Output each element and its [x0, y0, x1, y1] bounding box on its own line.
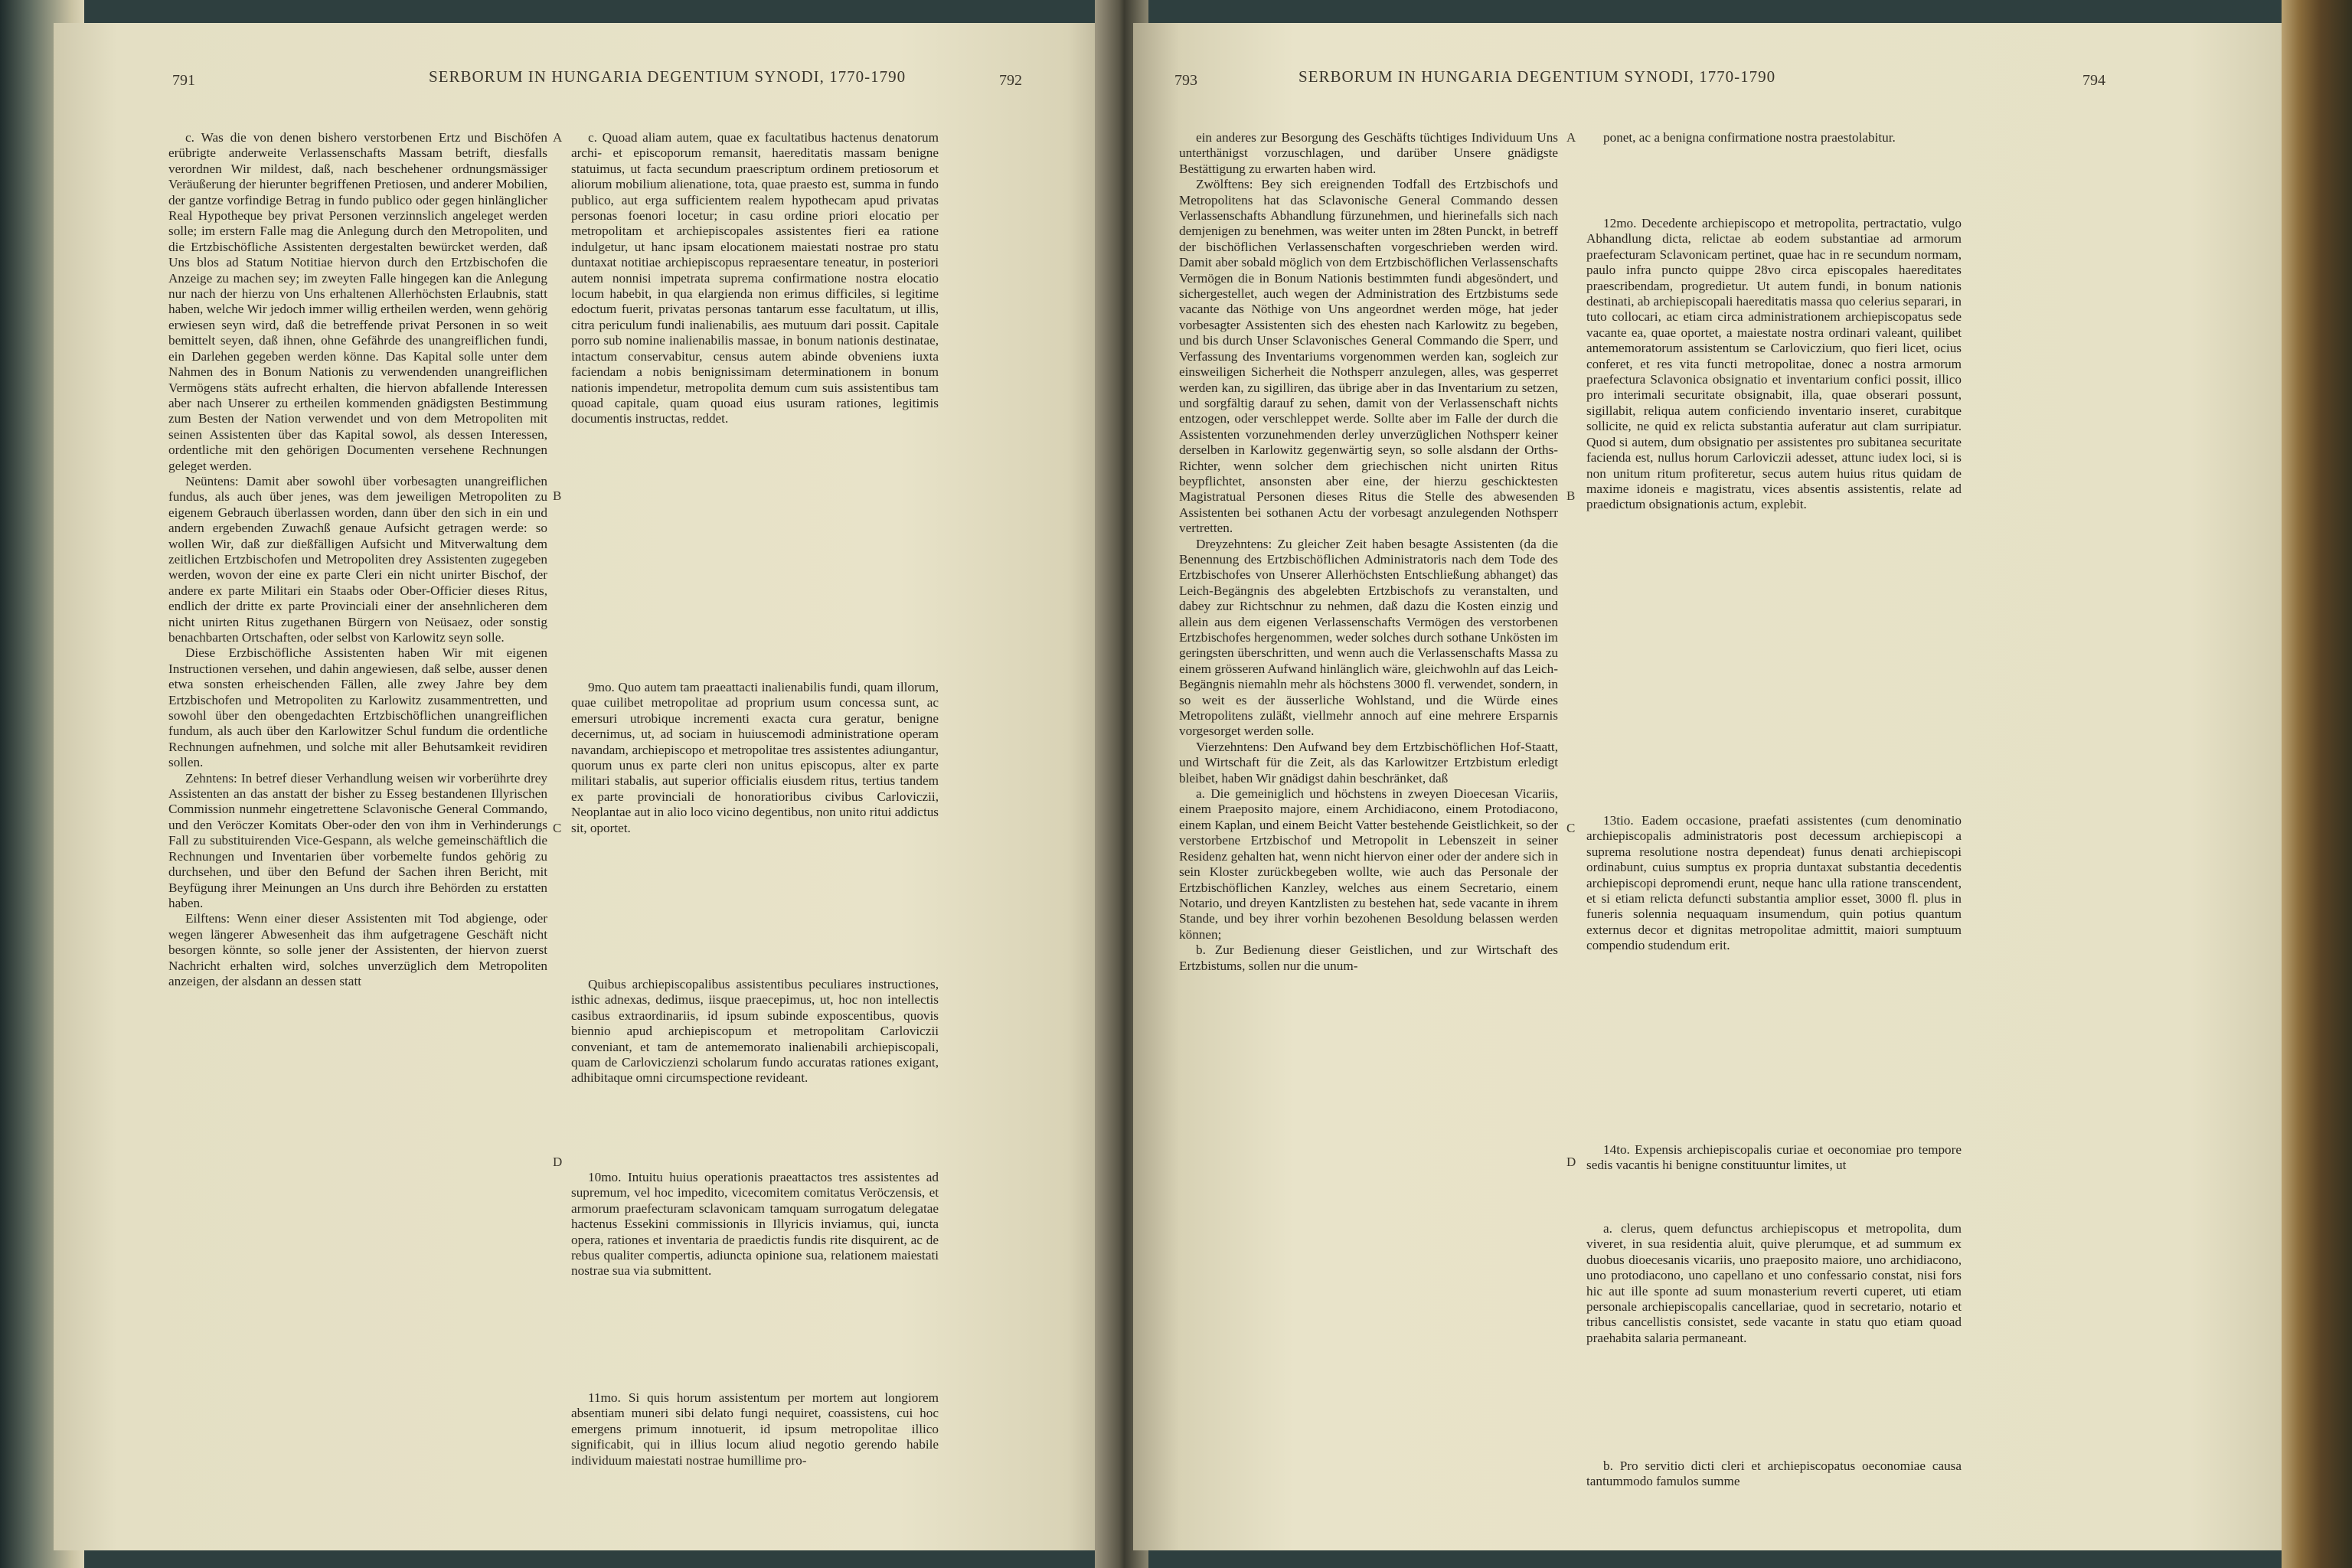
page-number-794: 794 [2082, 72, 2105, 89]
margin-marker-d-right: D [1566, 1155, 1576, 1169]
german-column-right [1179, 130, 1558, 974]
german-paragraph-continued: ein anderes zur Besorgung des Geschäfts tüchtiges Individuum Uns unterthänigst vorzuschlagen, und darüber Unsere gnädigste Bestättigung zu erwarten haben wird. [1179, 130, 1558, 176]
page-number-791: 791 [172, 72, 195, 89]
latin-paragraph-14a: a. clerus, quem defunctus archiepiscopus et metropolita, dum viveret, in sua residentia aluit, quive plerumque, et ad summum ex duobus dioecesanis vicariis, uno praeposito maiore, uno archidiacono, uno protodiacono, uno capellano et uno confessario constat, nisi fors hic aut ille sponte ad suum monasterium reverti cuperet, uti etiam personale archiepiscopalis cancellariae, quod in secretario, notario et tribus cancellistis consistet, sede vacante in statu quo etiam quoad praehabita salaria permaneant. [1586, 1221, 1962, 1345]
latin-column-12 [1586, 216, 1962, 513]
latin-paragraph-11: 11mo. Si quis horum assistentum per mortem aut longiorem absentiam muneri sibi delato fungi nequiret, coassistens, cui hoc emergens primum innotuerit, id ipsum metropolitae illico significabit, qui in illius locum aliud negotio gerendo habile individuum maiestati nostrae humillime pro- [571, 1390, 939, 1468]
latin-column-14b [1586, 1459, 1962, 1490]
german-paragraph-13: Dreyzehntens: Zu gleicher Zeit haben besagte Assistenten (da die Benennung des Ertzbischöflichen Administratoris nach dem Tode des Ertzbischofes von Unserer Allerhöchsten Entschließung abhanget) das Leich-Begängnis des abgelebten Ertzbischofs zu veranstalten, und dabey zur Richtschnur zu nehmen, daß dazu die Kosten einzig und allein aus dem eigenen Verlassenschafts Vermögen des verstorbenen Ertzbischofes hergenommen, weder solches durch sothane Unkösten im geringsten überschritten, und wenn auch die Verlassenschafts Massa zu einem grösseren Aufwand hinlänglich wäre, gleichwohln auf das Leich-Begängnis niemahln mehr als höchstens 3000 fl. verwendet, sondern, in so weit es der äusserliche Wohlstand, und die Würde eines Metropolitens zuläßt, viellmehr annoch auf eine mehrere Ersparnis vorgesorget werden solle. [1179, 536, 1558, 739]
latin-column-10 [571, 1170, 939, 1279]
latin-paragraph-10: 10mo. Intuitu huius operationis praeattactos tres assistentes ad supremum, vel hoc impedito, vicecomitem comitatus Veröczensis, et armorum praefecturam sclavonicam tamquam surrogatum delegatae hactenus Essekini commissionis in Illyricis inviamus, qui, iuncta opera, rationes et inventaria de praedictis fundis rite disquirent, ac de rebus qualiter compertis, adiuncta opinione sua, relationem maiestati nostrae sua via submittent. [571, 1170, 939, 1279]
margin-marker-b: B [553, 488, 562, 503]
margin-marker-d: D [553, 1155, 563, 1169]
page-number-793: 793 [1174, 72, 1197, 89]
latin-paragraph-instructions: Quibus archiepiscopalibus assistentibus peculiares instructiones, isthic adnexas, dedimus, iisque praecepimus, ut, hoc non intellectis casibus extraordinariis, id ipsum subinde exposcentibus, quovis biennio apud archiepiscopum et metropolitam Carloviczii conveniant, et tam de antememorato inalienabili archiepiscopali, quam de Carloviczienzi scholarum fundo accuratas rationes exigant, adhibitaque omni circumspectione revideant. [571, 977, 939, 1086]
page-number-792: 792 [999, 72, 1022, 89]
german-paragraph-14a: a. Die gemeiniglich und höchstens in zweyen Dioecesan Vicariis, einem Praeposito majore, einem Archidiacono, einem Protodiacono, einem Kaplan, und einem Beicht Vatter bestehende Geistlichkeit, so der verstorbene Ertzbischof und Metropolit in Lebenszeit in seiner Residenz gehalten hat, wenn nicht hiervon einer oder der andere sich in sein Kloster zurückbegeben wollte, wie auch das Personale der Ertzbischöflichen Kanzley, welches aus einem Secretario, einem Notario, und dreyen Kantzlisten zu bestehen hat, sede vacante in ihrem Stande, und bey ihrer vorhin bezohenen Besoldung belassen werden können; [1179, 786, 1558, 942]
latin-paragraph-c: c. Quoad aliam autem, quae ex facultatibus hactenus denatorum archi- et episcoporum remansit, haereditatis massam benigne statuimus, ut facta secundum praescriptum ordinem pretiosorum et aliorum mobilium alienatione, tota, quae praesto est, summa in fundo publico, aut erga sufficientem realem hypothecam apud privatas personas foenori locetur; in casu ordine priori elocatio per metropolitam et archiepiscopales assistentes fieri ea ratione indulgetur, ut hanc ipsam elocationem maiestati nostrae pro statu duntaxat notitiae archiepiscopus repraesentare teneatur, in posteriori autem nonnisi impetrata suprema confirmatione nostra elocatio locum habebit, in qua elargienda non erimus difficiles, si legitime edoctum fuerit, privatas personas tantarum esse facultatum, ut illis, citra periculum fundi inalienabilis, aes mutuum dari possit. Capitale porro sub nomine inalienabilis massae, in bonum nationis destinatae, intactum conservabitur, census autem abinde obveniens iuxta faciendam a nobis benignissimam determinationem in bonum nationis impendetur, metropolita demum cum suis assistentibus tam quoad capitale, quam quoad eius usuram rationes, legitimis documentis instructas, reddet. [571, 130, 939, 426]
latin-column-14 [1586, 1142, 1962, 1174]
margin-marker-c-right: C [1566, 821, 1576, 835]
latin-column-c [571, 130, 939, 427]
german-paragraph-c: c. Was die von denen bishero verstorbenen Ertz und Bischöfen erübrigte anderweite Verlassenschafts Massam betrift, diesfalls verordnen Wir mildest, daß, nach beschehener ordnungsmässiger Veräußerung der hierunter begriffenen Pretiosen, und anderer Mobilien, der gantze vorfindige Betrag in fundo publico oder gegen hinlänglicher Real Hypotheque bey privat Personen verzinnslich angeleget werden solle; im erstern Falle mag die Anlegung durch den Metropoliten, und die Ertzbischöfliche Assistenten dergestalten bewürcket werden, daß Uns blos ad Statum Notitiae hiervon durch den Ertzbischofen die Anzeige zu machen sey; im zweyten Falle hingegen kan die Anlegung nur nach der hierzu von Uns erhaltenen Allerhöchsten Erlaubnis, statt haben, welche Wir jedoch immer willig ertheilen werden, wenn gehörig erwiesen seyn wird, daß die betreffende privat Personen in so weit bemittelt seyen, daß ihnen, ohne Gefährde des unangreiflichen fundi, ein Darlehen gegeben werden könne. Das Kapital solle unter dem Nahmen des in Bonum Nationis zu verwendenden unangreiflichen Vermögens stäts aufrecht erhalten, die hiervon abfallende Interessen aber nach Unserer zu ertheilen kommenden gnädigsten Bestimmung zum Besten der Nation verwendet und von dem Metropoliten mit seinen Assistenten über das Kapital sowol, als dessen Interessen, ordentliche mit den gehörigen Documenten versehene Rechnungen geleget werden. [168, 130, 547, 473]
running-head-left: SERBORUM IN HUNGARIA DEGENTIUM SYNODI, 1770-1790 [429, 67, 906, 86]
running-head-right: SERBORUM IN HUNGARIA DEGENTIUM SYNODI, 1770-1790 [1298, 67, 1776, 86]
margin-marker-c: C [553, 821, 562, 835]
latin-column-11 [571, 1390, 939, 1468]
margin-marker-a-right: A [1566, 130, 1576, 145]
german-paragraph-10: Zehntens: In betref dieser Verhandlung weisen wir vorberührte drey Assistenten an das anstatt der bisher zu Esseg bestandenen Illyrischen Commission nunmehr eingetrettene Sclavonische General Commando, und den Veröczer Komitats Ober-oder den von ihm in Verhinderungs Fall zu substituirenden Vice-Gespann, als welche gemeinschäftlich die Rechnungen und Inventarien über vorbemelte fundos gehörig zu durchsehen, und über den Befund der Sachen ihren Bericht, mit Beyfügung ihrer Meinungen an Uns durch ihre Behörden zu erstatten haben. [168, 770, 547, 910]
latin-column-continued [1586, 130, 1962, 145]
latin-paragraph-continued: ponet, ac a benigna confirmatione nostra praestolabitur. [1603, 130, 1896, 145]
latin-paragraph-14b: b. Pro servitio dicti cleri et archiepiscopatus oeconomiae causa tantummodo famulos summe [1586, 1459, 1962, 1489]
latin-paragraph-9: 9mo. Quo autem tam praeattacti inalienabilis fundi, quam illorum, quae cuilibet metropolitae ad proprium usum concessa sunt, ac emersuri utrobique incrementi exacta cura geratur, benigne decernimus, ut, ad sociam in huiuscemodi administratione operam navandam, archiepiscopo et metropolitae tres assistentes adiungantur, quorum unus ex parte cleri non unitus episcopus, alter ex parte militari stabalis, aut superior officialis eiusdem ritus, tertius tandem ex parte provinciali de honoratioribus civibus Carloviczii, Neoplantae aut in alio loco vicino degentibus, non unito ritui addictus sit, oportet. [571, 680, 939, 835]
german-paragraph-12: Zwölftens: Bey sich ereignenden Todfall des Ertzbischofs und Metropolitens hat das Sclavonische General Commando dessen Verlassenschafts Abhandlung fürzunehmen, und hierinefalls sich nach demjenigen zu benehmen, was weiter unten im 28ten Punckt, in betreff der bischöflichen Verlassenschaften vorgeschrieben werden wird. Damit aber sobald möglich von dem Ertzbischöflichen Verlassenschafts Vermögen die in Bonum Nationis bestimmten fundi abgesöndert, und sichergestellet, auch wegen der Administration des Ertzbistums sede vacante das Nöthige von Uns angeordnet werden möge, hat jeder vorbesagter Assistenten sich des ehesten nach Karlowitz zu begeben, und bis durch Unser Sclavonisches General Commando die Sperr, und Verfassung des Inventariums vorgenommen werden kan, sogleich zur einsweiligen Sicherheit die Nothsperr anzulegen, alles, was gesperret werden kan, zu sigilliren, das übrige aber in das Inventarium zu setzen, und sorgfältig darauf zu sehen, damit von der Verlassenschaft nichts entzogen, oder verschleppet werde. Sollte aber im Falle der durch die Assistenten vorzunehmenden derley unverzüglichen Nothsperr keiner derselben in Karlowitz gegenwärtig seyn, so solle alsdann der Orths-Richter, wenn solcher dem griechischen nicht unirten Ritus beypflichtet, ansonsten aber eine, der hierzu geschicktesten Magistratual Personen dieses Ritus die Stelle des abwesenden Assistenten bei sothanen Actu der vorbesagt anzulegenden Nothsperr vertretten. [1179, 177, 1558, 536]
margin-marker-a: A [553, 130, 563, 145]
german-paragraph-14b: b. Zur Bedienung dieser Geistlichen, und zur Wirtschaft des Ertzbistums, sollen nur die unum- [1179, 942, 1558, 973]
margin-marker-b-right: B [1566, 488, 1576, 503]
german-paragraph-11: Eilftens: Wenn einer dieser Assistenten mit Tod abgienge, oder wegen längerer Abwesenheit das ihm aufgetragene Geschäft nicht besorgen könnte, so solle jener der Assistenten, der hiervon zuerst Nachricht erhalten wird, solches unverzüglich dem Metropoliten anzeigen, der alsdann an dessen statt [168, 911, 547, 988]
left-page [54, 23, 1110, 1550]
german-paragraph-instructions: Diese Erzbischöfliche Assistenten haben Wir mit eigenen Instructionen versehen, und dahin angewiesen, daß selbe, ausser denen etwa sonsten erheischenden Fällen, alle zwey Jahre bey dem Ertzbischofen und Metropoliten zu Karlowitz zusammentretten, und sowohl über den obengedachten Ertzbischöflichen unangreiflichen fundum, als auch über den Karlowitzer Schul fundum die ordentliche Rechnungen aufnehmen, und solche mit aller Behutsamkeit revidiren sollen. [168, 645, 547, 770]
german-paragraph-14: Vierzehntens: Den Aufwand bey dem Ertzbischöflichen Hof-Staatt, und Wirtschaft für die Zeit, als das Karlowitzer Ertzbistum erledigt bleibet, haben Wir gnädigst dahin beschränket, daß [1179, 739, 1558, 786]
latin-paragraph-14: 14to. Expensis archiepiscopalis curiae et oeconomiae pro tempore sedis vacantis hi benigne constituuntur limites, ut [1586, 1142, 1962, 1173]
latin-column-9 [571, 680, 939, 836]
german-paragraph-9: Neüntens: Damit aber sowohl über vorbesagten unangreiflichen fundus, als auch über jenes, was dem jeweiligen Metropoliten zu eigenem Gebrauch überlassen worden, dann über den sich in ein und andern ergebenden Zuwachß genaue Aufsicht getragen werde: so wollen Wir, daß zur dießfälligen Aufsicht und Mitverwaltung dem zeitlichen Ertzbischofen und Metropoliten drey Assistenten zugegeben werden, wovon der eine ex parte Cleri ein nicht unirter Bischof, der andere ex parte Militari ein Staabs oder Ober-Officier dieses Ritus, endlich der dritte ex parte Provinciali einer der ansehnlicheren dem nicht unirten Ritus zugethanen Bürgern von Neüsaez, oder sonstig benachbarten Ortschaften, oder selbst von Karlowitz seyn solle. [168, 473, 547, 645]
german-column-left [168, 130, 547, 989]
latin-column-14a [1586, 1221, 1962, 1346]
latin-paragraph-12: 12mo. Decedente archiepiscopo et metropolita, pertractatio, vulgo Abhandlung dicta, relictae ab eodem substantiae ad armorum praefecturam Sclavonicam pertinet, quae hac in re secundum normam, paulo infra puncto quippe 28vo circa episcopales haereditates praescribendam, progredietur. Ut autem fundi, in bonum nationis destinati, ab archiepiscopali haereditatis massa quo celerius separari, in tuto collocari, ac etiam circa administrationem archiepiscopatus sede vacante ea, quae oportet, a maiestate nostra ordinari valeant, quilibet antememoratorum assistentum se Carloviczium, quo fieri licet, ocius conferet, et res vita functi metropolitae, donec a nostra armorum praefectura Sclavonica obsignatio et inventarium confici possit, illico pro interimali securitate obsignabit, illa, quae obserari possunt, sigillabit, reliqua autem conficiendo inventario inseret, curabitque sollicite, ne quid ex relicta substantia auferatur aut clam surripiatur. Quod si autem, dum obsignatio per assistentes pro subitanea securitate facienda est, nullus horum Carloviczii adesset, attunc iudex loci, si is non unitum ritum profiteretur, secus autem huius ritus quidam de maxime idoneis e magistratu, vices absentis assistentis, relate ad praedictum obsignationis actum, explebit. [1586, 216, 1962, 512]
latin-column-13 [1586, 813, 1962, 954]
latin-column-instructions [571, 977, 939, 1086]
book-cover-edge-right [2282, 0, 2352, 1568]
latin-paragraph-13: 13tio. Eadem occasione, praefati assistentes (cum denominatio archiepiscopalis administratoris post decessum archiepiscopi a suprema resolutione nostra dependeat) funus denati archiepiscopi ordinabunt, cuius sumptus ex propria duntaxat substantia decedentis archiepiscopi depromendi erunt, neque hanc ulla ratione transcendent, et si etiam relicta defuncti substantia amplior esset, 3000 fl. plus in funeris solennia nequaquam insumendum, quin potius quantum externus decor et dignitas metropolitae admittit, maiori sumptuum compendio studendum erit. [1586, 813, 1962, 953]
right-page [1133, 23, 2282, 1550]
